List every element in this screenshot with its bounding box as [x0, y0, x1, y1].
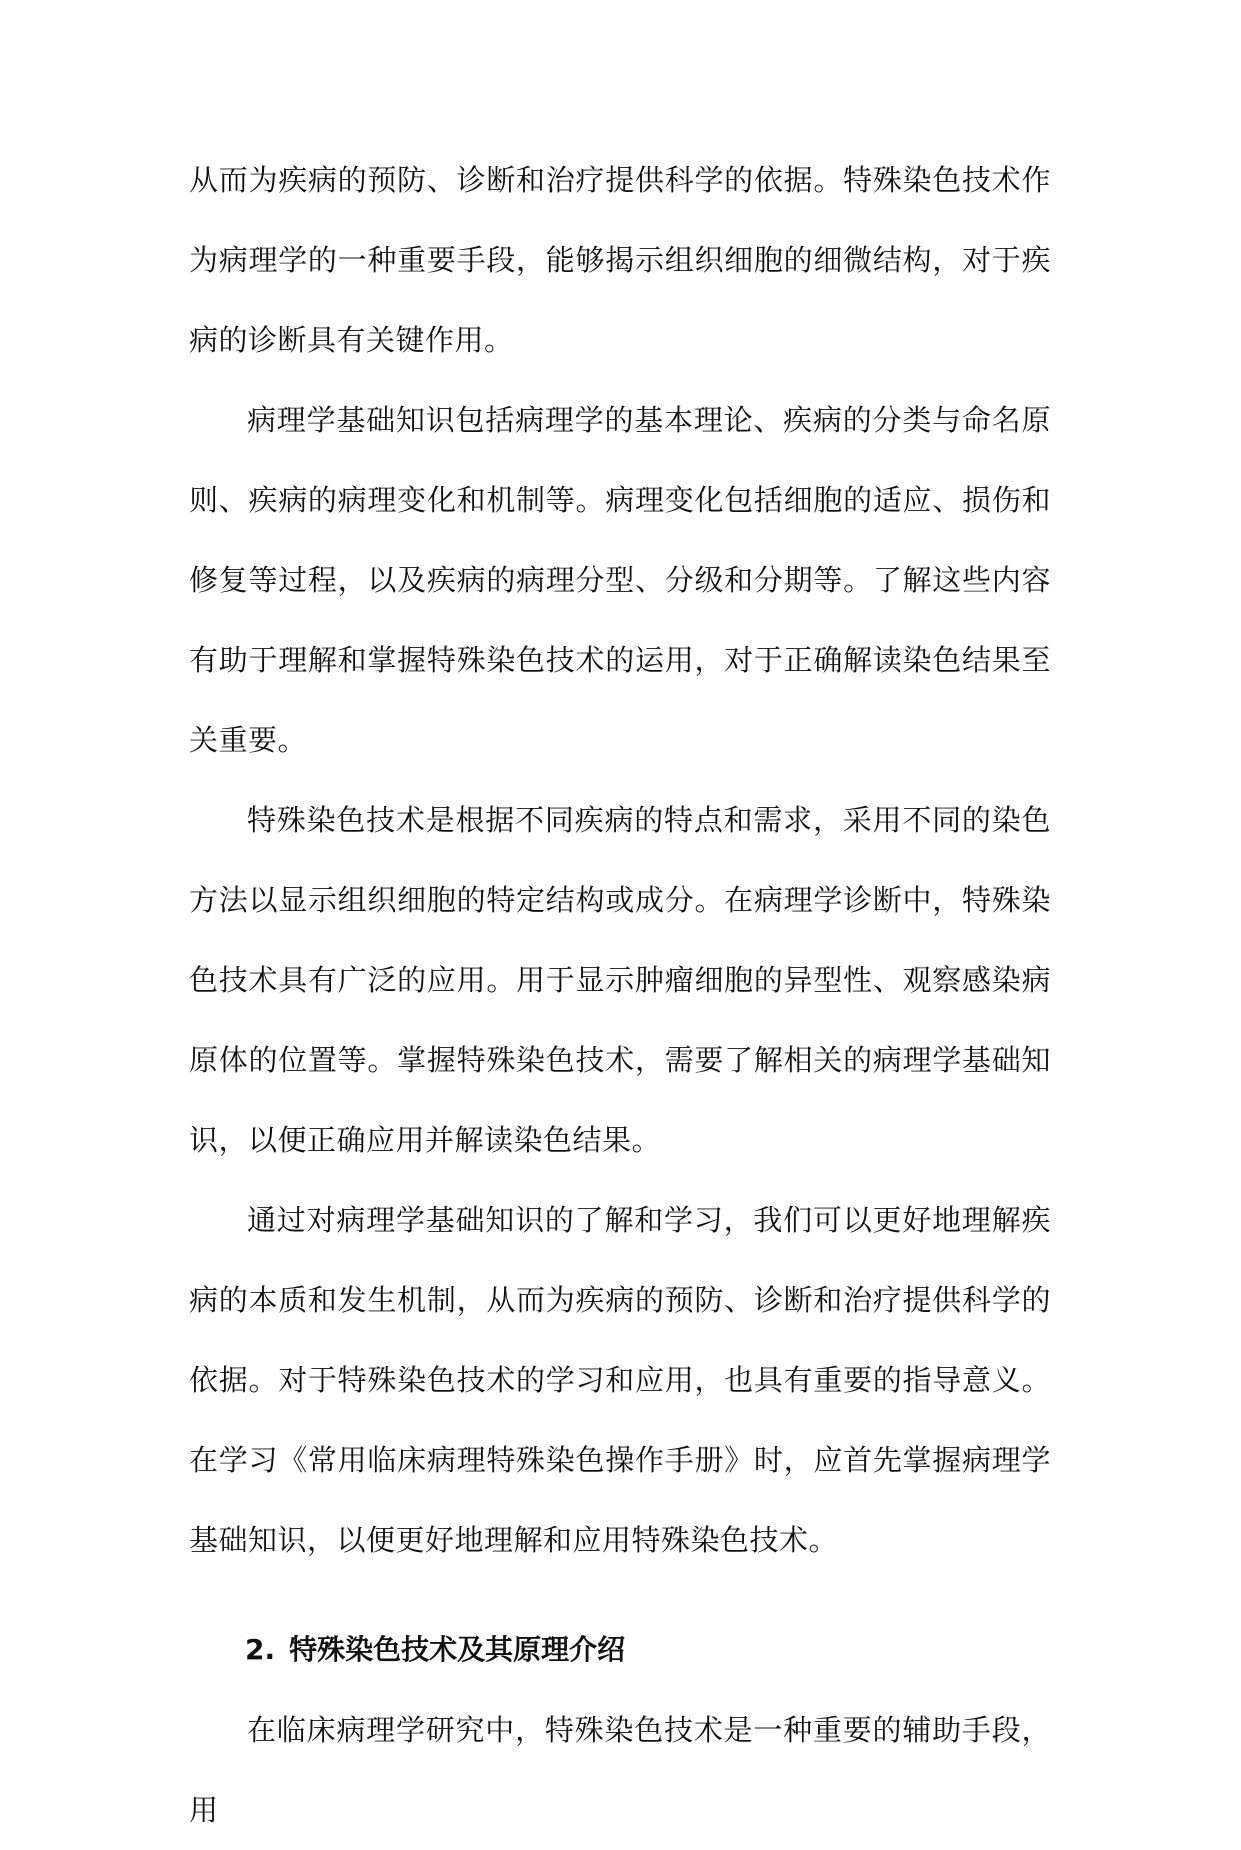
paragraph-4: 通过对病理学基础知识的了解和学习，我们可以更好地理解疾病的本质和发生机制，从而为疾病的预防、诊断和治疗提供科学的依据。对于特殊染色技术的学习和应用，也具有重要的指导意义。在学习《常用临床病理特殊染色操作手册》时，应首先掌握病理学基础知识，以便更好地理解和应用特殊染色技术。: [189, 1203, 1051, 1557]
paragraph-3: 特殊染色技术是根据不同疾病的特点和需求，采用不同的染色方法以显示组织细胞的特定结构或成分。在病理学诊断中，特殊染色技术具有广泛的应用。用于显示肿瘤细胞的异型性、观察感染病原体的位置等。掌握特殊染色技术，需要了解相关的病理学基础知识，以便正确应用并解读染色结果。: [189, 803, 1051, 1157]
paragraph-5: 在临床病理学研究中，特殊染色技术是一种重要的辅助手段，用: [189, 1713, 1051, 1827]
document-body: [189, 140, 1051, 1850]
section-heading: [189, 1610, 1051, 1690]
section-number: 2.: [245, 1633, 276, 1666]
paragraph-2: 病理学基础知识包括病理学的基本理论、疾病的分类与命名原则、疾病的病理变化和机制等。病理变化包括细胞的适应、损伤和修复等过程，以及疾病的病理分型、分级和分期等。了解这些内容有助于理解和掌握特殊染色技术的运用，对于正确解读染色结果至关重要。: [189, 403, 1051, 757]
paragraph-1: 从而为疾病的预防、诊断和治疗提供科学的依据。特殊染色技术作为病理学的一种重要手段，能够揭示组织细胞的细微结构，对于疾病的诊断具有关键作用。: [189, 163, 1051, 357]
section-title: 特殊染色技术及其原理介绍: [289, 1633, 626, 1666]
